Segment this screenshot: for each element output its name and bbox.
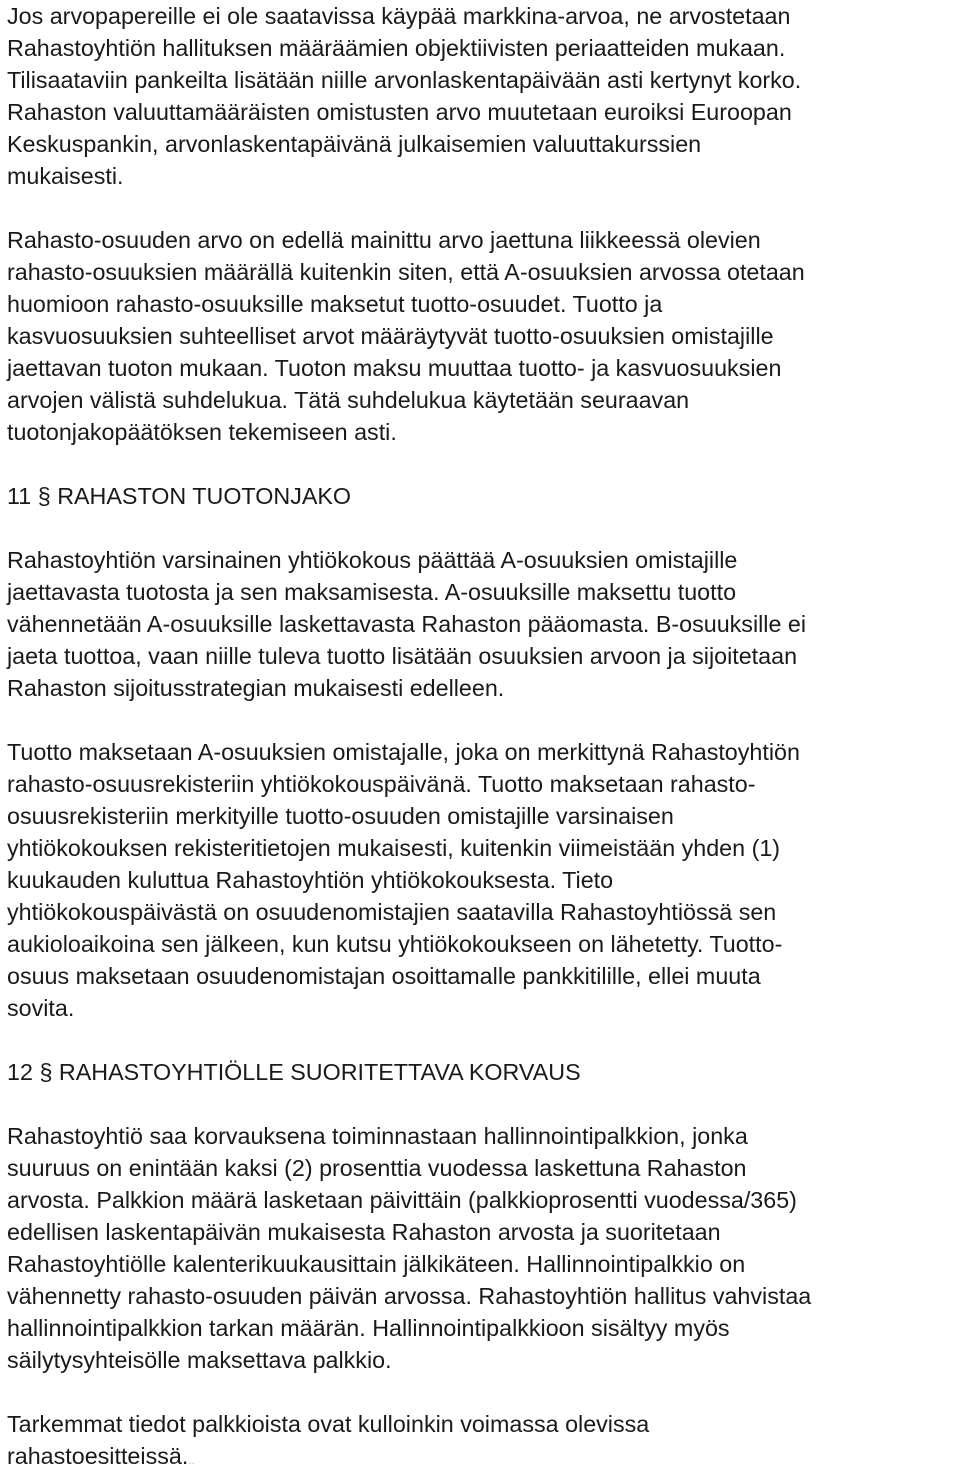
paragraph-spacer	[7, 1088, 957, 1120]
section-title: RAHASTOYHTIÖLLE SUORITETTAVA KORVAUS	[58, 1059, 581, 1085]
document-page	[7, 0, 957, 1476]
paragraph-spacer	[7, 448, 957, 480]
section-sign: §	[39, 1059, 53, 1085]
trailing-dots: ..	[188, 1453, 195, 1467]
paragraph-spacer	[7, 1024, 957, 1056]
section-heading-11	[7, 480, 957, 512]
section-sign: §	[37, 483, 51, 509]
paragraph-unit-value: Rahasto-osuuden arvo on edellä mainittu arvo jaettuna liikkeessä olevien rahasto-osuuksien määrällä kuitenkin siten, että A-osuuksien arvossa otetaan huomioon rahasto-osuuksille maksetut tuotto-osuudet. Tuotto ja kasvuosuuksien suhteelliset arvot määräytyvät tuotto-osuuksien omistajille jaettavan tuoton mukaan. Tuoton maksu muuttaa tuotto- ja kasvuosuuksien arvojen välistä suhdelukua. Tätä suhdelukua käytetään seuraavan tuotonjakopäätöksen tekemiseen asti.	[7, 227, 805, 445]
paragraph-valuation-of-securities: Jos arvopapereille ei ole saatavissa käypää markkina-arvoa, ne arvostetaan Rahastoyhtiön hallituksen määräämien objektiivisten periaatteiden mukaan. Tilisaataviin pankeilta lisätään niille arvonlaskentapäivään asti kertynyt korko. Rahaston valuuttamääräisten omistusten arvo muutetaan euroiksi Euroopan Keskuspankin, arvonlaskentapäivänä julkaisemien valuuttakurssien mukaisesti.	[7, 3, 802, 189]
paragraph-spacer	[7, 512, 957, 544]
section-number: 11	[7, 483, 32, 509]
paragraph-distribution-decision: Rahastoyhtiön varsinainen yhtiökokous päättää A-osuuksien omistajille jaettavasta tuotosta ja sen maksamisesta. A-osuuksille maksettu tuotto vähennetään A-osuuksille laskettavasta Rahaston pääomasta. B-osuuksille ei jaeta tuottoa, vaan niille tuleva tuotto lisätään osuuksien arvoon ja sijoitetaan Rahaston sijoitusstrategian mukaisesti edelleen.	[7, 547, 807, 701]
paragraph-distribution-payment: Tuotto maksetaan A-osuuksien omistajalle, joka on merkittynä Rahastoyhtiön rahasto-osuusrekisteriin yhtiökokouspäivänä. Tuotto maksetaan rahasto- osuusrekisteriin merkityille tuotto-osuuden omistajille varsinaisen yhtiökokouksen rekisteritietojen mukaisesti, kuitenkin viimeistään yhden (1) kuukauden kuluttua Rahastoyhtiön yhtiökokouksesta. Tieto yhtiökokouspäivästä on osuudenomistajien saatavilla Rahastoyhtiössä sen aukioloaikoina sen jälkeen, kun kutsu yhtiökokoukseen on lähetetty. Tuotto- osuus maksetaan osuudenomistajan osoittamalle pankkitilille, ellei muuta sovita.	[7, 739, 800, 1021]
paragraph-spacer	[7, 192, 957, 224]
paragraph-fee-details	[7, 1408, 957, 1476]
section-title: RAHASTON TUOTONJAKO	[57, 483, 352, 509]
paragraph-management-fee: Rahastoyhtiö saa korvauksena toiminnastaan hallinnointipalkkion, jonka suuruus on enintään kaksi (2) prosenttia vuodessa laskettuna Rahaston arvosta. Palkkion määrä lasketaan päivittäin (palkkioprosentti vuodessa/365) edellisen laskentapäivän mukaisesta Rahaston arvosta ja suoritetaan Rahastoyhtiölle kalenterikuukausittain jälkikäteen. Hallinnointipalkkio on vähennetty rahasto-osuuden päivän arvossa. Rahastoyhtiön hallitus vahvistaa hallinnointipalkkion tarkan määrän. Hallinnointipalkkioon sisältyy myös säilytysyhteisölle maksettava palkkio.	[7, 1123, 812, 1373]
section-number: 12	[7, 1059, 33, 1085]
paragraph-spacer	[7, 1376, 957, 1408]
paragraph-spacer	[7, 704, 957, 736]
section-heading-12	[7, 1056, 957, 1088]
fee-details-text: Tarkemmat tiedot palkkioista ovat kulloinkin voimassa olevissa rahastoesitteissä.	[7, 1411, 650, 1469]
